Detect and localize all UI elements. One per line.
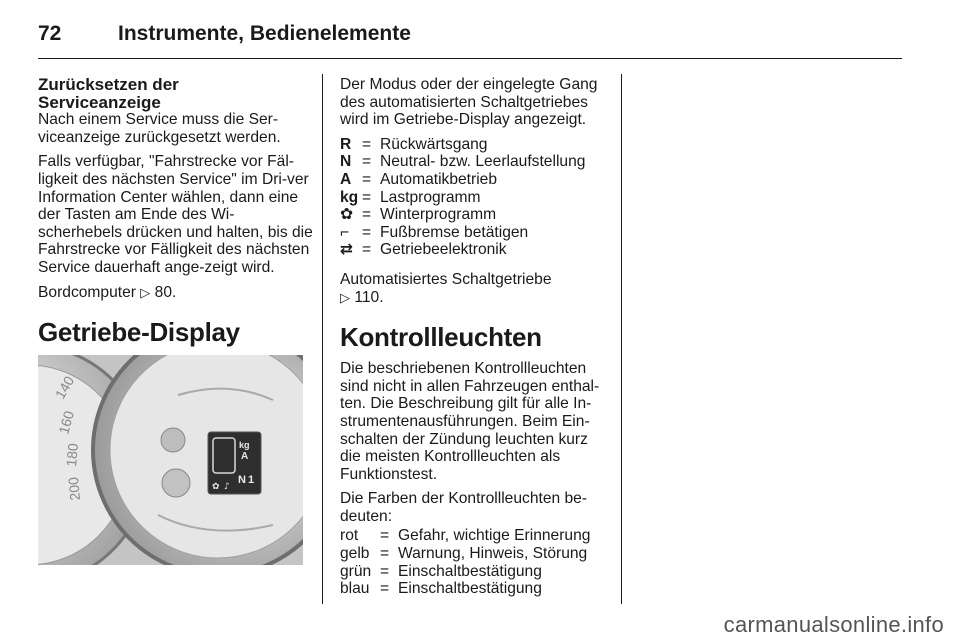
- page-ref-icon: ▷: [140, 284, 151, 300]
- automat-text: Automatisiertes Schaltgetriebe: [340, 270, 552, 288]
- watermark: carmanualsonline.info: [723, 612, 944, 637]
- column-divider: [322, 74, 323, 604]
- gear-mode-row-eq: =: [362, 241, 372, 259]
- color-row: [340, 580, 590, 598]
- gear-display-figure: [38, 355, 303, 565]
- lcd-gear-number: 1: [248, 474, 255, 487]
- color-row-sym: blau: [340, 580, 370, 598]
- color-row-sym: gelb: [340, 545, 370, 563]
- gear-mode-row-sym: A: [340, 170, 352, 188]
- gear-mode-row-sym: N: [340, 153, 352, 171]
- gauge-hub-lower: [162, 469, 190, 497]
- speedo-tick-140: 140: [51, 373, 78, 402]
- gear-mode-row-sym: R: [340, 135, 352, 153]
- gear-mode-row: [340, 224, 585, 242]
- gear-mode-row-sym: ⇄: [340, 241, 354, 259]
- lcd-foot-brake-icon: ♪: [224, 482, 230, 493]
- lcd-winter-icon: ✿: [212, 482, 220, 493]
- lcd-a-symbol: A: [241, 451, 249, 463]
- bordcomputer-text: Bordcomputer: [38, 283, 136, 301]
- section-heading-kontrollleuchten: Kontrollleuchten: [340, 322, 542, 353]
- gear-mode-row-eq: =: [362, 170, 372, 188]
- gear-mode-row: [340, 189, 585, 207]
- lcd-n-symbol: N: [238, 474, 246, 487]
- gear-mode-row-desc: Winterprogramm: [380, 206, 497, 224]
- paragraph-service-instructions: Falls verfügbar, "Fahrstrecke vor Fäl‐ligkeit des nächsten Service" im Dri‐ver Information Center wählen, dann eine der Tasten am Ende des Wi‐scherhebels drücken und halten, bis die Fahrstrecke vor Fälligkeit des nächsten Service dauerhaft ange‐zeigt wird.: [38, 153, 313, 276]
- color-row-desc: Einschaltbestätigung: [398, 562, 542, 580]
- gear-mode-legend: [340, 136, 585, 259]
- section-heading-getriebe-display: Getriebe-Display: [38, 317, 240, 348]
- subheading-reset-service: [38, 76, 313, 111]
- gear-mode-row-sym: kg: [340, 188, 359, 206]
- page-header: [38, 18, 902, 59]
- gear-mode-row: [340, 206, 585, 224]
- color-row: [340, 545, 590, 563]
- color-row-eq: =: [380, 545, 390, 563]
- automat-page[interactable]: 110.: [354, 288, 384, 306]
- gear-mode-row-desc: Getriebeelektronik: [380, 241, 507, 259]
- color-row-sym: grün: [340, 562, 372, 580]
- paragraph-gear-display-intro: Der Modus oder der eingelegte Gang des automatisierten Schaltgetriebes wird im Getriebe-Display angezeigt.: [340, 76, 598, 129]
- color-row-sym: rot: [340, 527, 359, 545]
- paragraph-colors-intro: Die Farben der Kontrollleuchten be‐deuten:: [340, 490, 588, 525]
- color-row-eq: =: [380, 580, 390, 598]
- color-row-desc: Warnung, Hinweis, Störung: [398, 545, 588, 563]
- gear-mode-row-eq: =: [362, 188, 372, 206]
- color-row-desc: Einschaltbestätigung: [398, 580, 542, 598]
- left-column: [38, 76, 313, 565]
- subheading-line-2: Serviceanzeige: [38, 92, 161, 112]
- paragraph-kontrollleuchten: Die beschriebenen Kontrollleuchten sind nicht in allen Fahrzeugen enthal‐ten. Die Beschreibung gilt für alle In‐strumentenausführungen. Beim Ein‐schalten der Zündung leuchten kurz die meisten Kontrollleuchten als Funktionstest.: [340, 360, 600, 483]
- gear-mode-row-sym: ✿: [340, 206, 354, 224]
- gauge-hub-upper: [161, 428, 185, 452]
- bordcomputer-page[interactable]: 80.: [154, 283, 177, 301]
- gear-mode-row-desc: Lastprogramm: [380, 188, 481, 206]
- lcd-kg-symbol: kg: [239, 440, 250, 451]
- color-legend: [340, 527, 590, 597]
- page-number: 72: [38, 22, 62, 45]
- column-divider-right: [621, 74, 622, 604]
- color-row: [340, 563, 590, 581]
- subheading-line-1: Zurücksetzen der: [38, 75, 179, 94]
- speedo-tick-200: 200: [65, 476, 83, 502]
- page-ref-icon: ▷: [340, 289, 350, 305]
- speedo-tick-180: 180: [63, 442, 82, 468]
- gear-mode-row: [340, 241, 585, 259]
- gear-mode-row-sym: ⌐: [340, 223, 350, 241]
- automat-reference: [340, 271, 610, 306]
- gear-mode-row-eq: =: [362, 153, 372, 171]
- color-row-eq: =: [380, 527, 390, 545]
- instrument-cluster-photo: [38, 355, 303, 565]
- gear-mode-row-desc: Rückwärtsgang: [380, 135, 488, 153]
- right-column: [340, 76, 610, 610]
- color-row-desc: Gefahr, wichtige Erinnerung: [398, 527, 591, 545]
- color-row: [340, 527, 590, 545]
- bordcomputer-reference: [38, 284, 313, 302]
- gear-mode-row-eq: =: [362, 135, 372, 153]
- gear-mode-row-eq: =: [362, 206, 372, 224]
- speedo-tick-160: 160: [55, 409, 77, 436]
- gear-mode-row-desc: Automatikbetrieb: [380, 170, 498, 188]
- paragraph-service-reset: Nach einem Service muss die Ser‐viceanzeige zurückgesetzt werden.: [38, 111, 281, 146]
- color-row-eq: =: [380, 562, 390, 580]
- gear-mode-row: [340, 136, 585, 154]
- gear-mode-row-eq: =: [362, 223, 372, 241]
- gear-mode-row: [340, 153, 585, 171]
- gear-mode-row-desc: Fußbremse betätigen: [380, 223, 529, 241]
- gear-mode-row: [340, 171, 585, 189]
- gear-mode-row-desc: Neutral- bzw. Leerlaufstellung: [380, 153, 586, 171]
- page-title: Instrumente, Bedienelemente: [118, 22, 411, 45]
